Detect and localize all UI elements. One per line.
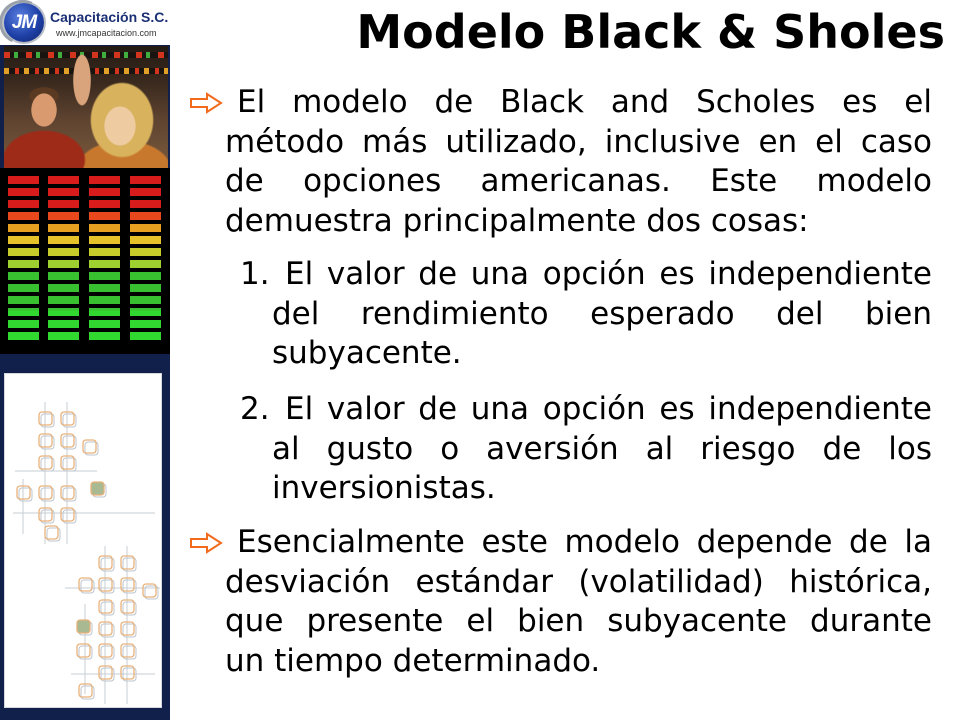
arrow-outline bbox=[191, 534, 221, 552]
text-line: de opciones americanas. Este modelo bbox=[225, 163, 932, 199]
circuit-square bbox=[121, 644, 136, 659]
circuit-square bbox=[99, 556, 114, 571]
circuit-square bbox=[39, 434, 54, 449]
company-name: Capacitación S.C. bbox=[50, 9, 169, 25]
text-line: El valor de una opción es independiente bbox=[285, 256, 932, 292]
numbered-item bbox=[240, 255, 932, 374]
circuit-square bbox=[39, 508, 54, 523]
circuit-square bbox=[77, 620, 92, 635]
trading-floor-photo bbox=[4, 46, 168, 168]
text-line: que presente el bien subyacente durante bbox=[225, 603, 932, 639]
equalizer-graphic bbox=[0, 168, 170, 354]
text-line: desviación estándar (volatilidad) histórica, bbox=[225, 563, 932, 600]
circuit-square bbox=[61, 412, 76, 427]
circuit-square bbox=[99, 622, 114, 637]
circuit-square bbox=[99, 644, 114, 659]
circuit-square bbox=[99, 578, 114, 593]
arrow-outline bbox=[191, 94, 221, 112]
circuit-pattern bbox=[5, 374, 163, 709]
circuit-square bbox=[61, 508, 76, 523]
text-line: al gusto o aversión al riesgo de los bbox=[272, 430, 932, 467]
bullet-paragraph-conclusion bbox=[225, 523, 932, 681]
jm-logo-mark bbox=[4, 3, 44, 42]
circuit-square bbox=[17, 486, 32, 501]
text-line: demuestra principalmente dos cosas: bbox=[225, 202, 809, 239]
equalizer-column bbox=[130, 176, 161, 344]
text-line: El modelo de Black and Scholes es el bbox=[237, 84, 932, 120]
text-line: subyacente. bbox=[272, 335, 462, 371]
item-number: 1. bbox=[240, 256, 270, 292]
circuit-pattern-panel bbox=[4, 373, 162, 708]
logo-initials: JM bbox=[11, 12, 37, 33]
equalizer-column bbox=[8, 176, 39, 344]
circuit-square bbox=[39, 486, 54, 501]
equalizer-column bbox=[89, 176, 120, 344]
text-line: Esencialmente este modelo depende de la bbox=[237, 524, 932, 560]
company-logo bbox=[0, 0, 170, 45]
circuit-square bbox=[79, 684, 94, 699]
circuit-square bbox=[121, 600, 136, 615]
outline-arrow-right-icon bbox=[190, 93, 222, 113]
text-line: método más utilizado, inclusive en el caso bbox=[225, 123, 932, 160]
circuit-square bbox=[39, 412, 54, 427]
circuit-square bbox=[121, 578, 136, 593]
circuit-square bbox=[61, 434, 76, 449]
text-line: del rendimiento esperado del bien bbox=[272, 295, 932, 332]
text-line: un tiempo determinado. bbox=[225, 642, 601, 679]
numbered-item bbox=[240, 390, 932, 509]
item-number: 2. bbox=[240, 391, 270, 427]
circuit-square bbox=[83, 440, 98, 455]
circuit-square bbox=[121, 622, 136, 637]
bullet-paragraph-intro bbox=[225, 83, 932, 241]
circuit-square bbox=[45, 526, 60, 541]
slide-title: Modelo Black & Sholes bbox=[356, 5, 945, 59]
company-url: www.jmcapacitacion.com bbox=[56, 28, 157, 38]
circuit-square bbox=[91, 482, 106, 497]
equalizer-column bbox=[48, 176, 79, 344]
circuit-square bbox=[143, 584, 158, 599]
outline-arrow-right-icon bbox=[190, 533, 222, 553]
circuit-cluster-top bbox=[17, 412, 106, 541]
text-line: inversionistas. bbox=[272, 470, 496, 506]
circuit-square bbox=[39, 456, 54, 471]
circuit-square bbox=[61, 486, 76, 501]
circuit-square bbox=[79, 578, 94, 593]
circuit-square bbox=[99, 600, 114, 615]
circuit-square bbox=[61, 456, 76, 471]
circuit-cluster-bottom bbox=[77, 556, 158, 699]
text-line: El valor de una opción es independiente bbox=[285, 391, 932, 427]
circuit-square bbox=[121, 556, 136, 571]
